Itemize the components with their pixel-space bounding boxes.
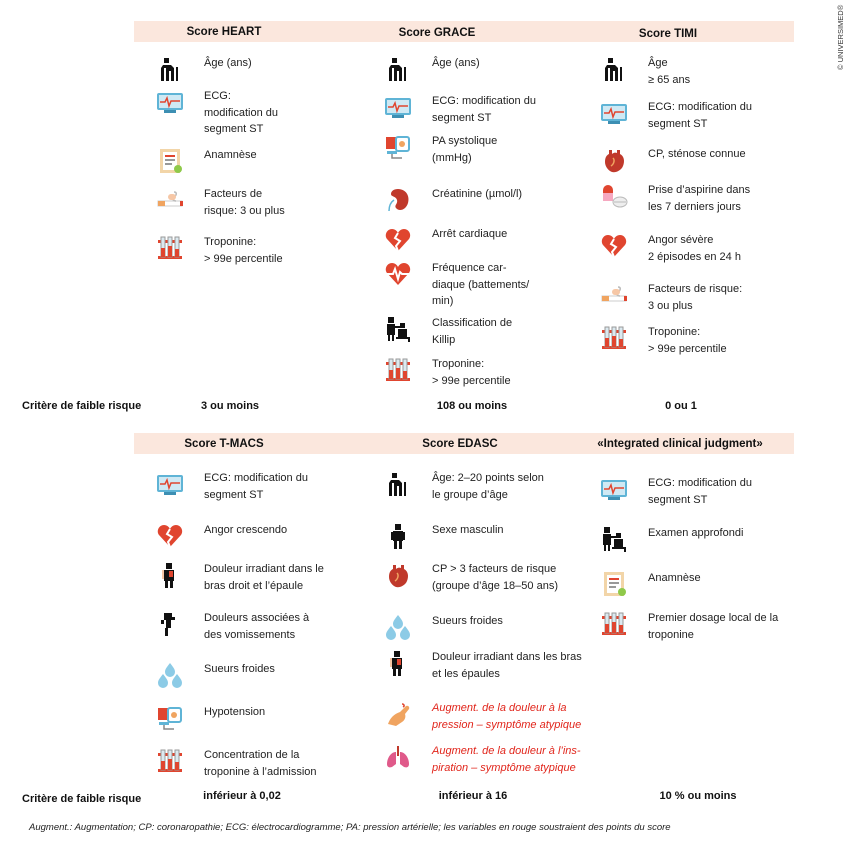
item-label-douleur-irradiant-dans-le: Douleur irradiant dans le bras droit et l’épaule xyxy=(204,563,324,592)
criterion-label-top: Critère de faible risque xyxy=(22,400,142,412)
walking-person-icon xyxy=(156,55,184,83)
item-label-cr-atinine-mol-l: Créatinine (µmol/l) xyxy=(432,188,523,200)
item-label-ge-2-20-points-selon: Âge: 2–20 points selon le groupe d’âge xyxy=(432,472,544,501)
header-grace: Score GRACE xyxy=(398,27,476,39)
criterion-timi: 0 ou 1 xyxy=(665,400,697,412)
item-label-angor-s-v-re: Angor sévère 2 épisodes en 24 h xyxy=(648,234,741,263)
header-edasc: Score EDASC xyxy=(422,438,498,450)
header-tmacs: Score T-MACS xyxy=(184,438,264,450)
copyright: © UNIVERSIMED® xyxy=(836,4,845,70)
pills-icon xyxy=(600,182,628,210)
test-tubes-icon xyxy=(156,234,184,262)
vomiting-person-icon xyxy=(156,610,184,638)
medical-history-icon xyxy=(600,570,628,598)
man-icon xyxy=(384,522,412,550)
person-pain-icon xyxy=(156,561,184,589)
blood-pressure-icon xyxy=(384,133,412,161)
item-label-angor-crescendo: Angor crescendo xyxy=(204,524,288,536)
criterion-label-bottom: Critère de faible risque xyxy=(22,793,142,805)
item-label-fr-quence-car: Fréquence car- diaque (battements/ min) xyxy=(432,262,530,307)
item-label-premier-dosage-local-de-la: Premier dosage local de la troponine xyxy=(648,612,779,641)
examination-icon xyxy=(384,315,412,343)
item-label-cp-st-nose-connue: CP, sténose connue xyxy=(648,148,746,160)
criterion-edasc: inférieur à 16 xyxy=(438,790,508,802)
header-heart: Score HEART xyxy=(186,26,262,38)
ecg-monitor-icon xyxy=(600,99,628,127)
kidney-icon xyxy=(384,186,412,214)
person-pain-icon xyxy=(384,649,412,677)
item-label-ecg-modification-du: ECG: modification du segment ST xyxy=(648,477,752,506)
broken-heart-icon xyxy=(156,522,184,550)
footnote: Augment.: Augmentation; CP: coronaropathie; ECG: électrocardiogramme; PA: pression artérielle; les variables en rouge soustraient des points du score xyxy=(29,822,671,833)
item-label-ge: Âge ≥ 65 ans xyxy=(648,57,691,86)
cigarette-icon xyxy=(600,281,628,309)
item-label-ecg-modification-du: ECG: modification du segment ST xyxy=(204,472,308,501)
test-tubes-icon xyxy=(600,610,628,638)
item-label-cp-3-facteurs-de-risque: CP > 3 facteurs de risque (groupe d’âge 18–50 ans) xyxy=(432,563,558,592)
item-label-ge-ans: Âge (ans) xyxy=(204,57,252,69)
header-timi: Score TIMI xyxy=(638,28,698,40)
item-label-arr-t-cardiaque: Arrêt cardiaque xyxy=(432,228,508,240)
heart-organ-icon xyxy=(600,146,628,174)
item-label-augment-de-la-douleur-la: Augment. de la douleur à la pression – symptôme atypique xyxy=(432,702,582,731)
examination-icon xyxy=(600,525,628,553)
item-label-facteurs-de: Facteurs de risque: 3 ou plus xyxy=(204,188,285,217)
medical-history-icon xyxy=(156,147,184,175)
blood-pressure-icon xyxy=(156,704,184,732)
lungs-icon xyxy=(384,743,412,771)
ecg-monitor-icon xyxy=(384,93,412,121)
sweat-drops-icon xyxy=(384,613,412,641)
criterion-heart: 3 ou moins xyxy=(200,400,260,412)
item-label-douleurs-associ-es: Douleurs associées à des vomissements xyxy=(204,612,310,641)
item-label-hypotension: Hypotension xyxy=(204,706,266,718)
item-label-anamn-se: Anamnèse xyxy=(204,149,257,161)
broken-heart-icon xyxy=(384,226,412,254)
item-label-sueurs-froides: Sueurs froides xyxy=(204,663,275,675)
item-label-concentration-de-la: Concentration de la troponine à l’admission xyxy=(204,749,317,778)
ecg-monitor-icon xyxy=(156,470,184,498)
item-label-troponine: Troponine: > 99e percentile xyxy=(432,358,511,387)
item-label-douleur-irradiant-dans-les-bras: Douleur irradiant dans les bras et les épaules xyxy=(432,651,582,680)
broken-heart-icon xyxy=(600,232,628,260)
ecg-monitor-icon xyxy=(156,88,184,116)
item-label-sexe-masculin: Sexe masculin xyxy=(432,524,504,536)
criterion-icj: 10 % ou moins xyxy=(659,790,737,802)
item-label-classification-de: Classification de Killip xyxy=(432,317,513,346)
item-label-ecg-modification-du: ECG: modification du segment ST xyxy=(648,101,752,130)
header-icj: «Integrated clinical judgment» xyxy=(597,438,763,450)
test-tubes-icon xyxy=(600,324,628,352)
cigarette-icon xyxy=(156,186,184,214)
item-label-ge-ans: Âge (ans) xyxy=(432,57,480,69)
sweat-drops-icon xyxy=(156,661,184,689)
criterion-grace: 108 ou moins xyxy=(436,400,508,412)
item-label-sueurs-froides: Sueurs froides xyxy=(432,615,503,627)
item-label-pa-systolique: PA systolique (mmHg) xyxy=(432,135,498,164)
item-label-facteurs-de-risque: Facteurs de risque: 3 ou plus xyxy=(648,283,743,312)
walking-person-icon xyxy=(384,55,412,83)
item-label-augment-de-la-douleur-l-ins: Augment. de la douleur à l’ins- piration – symptôme atypique xyxy=(432,745,581,774)
criterion-tmacs: inférieur à 0,02 xyxy=(203,790,281,802)
item-label-ecg: ECG: modification du segment ST xyxy=(204,90,278,135)
item-label-prise-d-aspirine-dans: Prise d’aspirine dans les 7 derniers jours xyxy=(648,184,751,213)
walking-person-icon xyxy=(600,55,628,83)
test-tubes-icon xyxy=(156,747,184,775)
item-label-anamn-se: Anamnèse xyxy=(648,572,701,584)
test-tubes-icon xyxy=(384,356,412,384)
item-label-troponine: Troponine: > 99e percentile xyxy=(648,326,727,355)
heart-organ-icon xyxy=(384,561,412,589)
heart-rate-icon xyxy=(384,260,412,288)
item-label-troponine: Troponine: > 99e percentile xyxy=(204,236,283,265)
item-label-ecg-modification-du: ECG: modification du segment ST xyxy=(432,95,536,124)
ecg-monitor-icon xyxy=(600,475,628,503)
pressing-hand-icon xyxy=(384,700,412,728)
walking-person-icon xyxy=(384,470,412,498)
item-label-examen-approfondi: Examen approfondi xyxy=(648,527,744,539)
